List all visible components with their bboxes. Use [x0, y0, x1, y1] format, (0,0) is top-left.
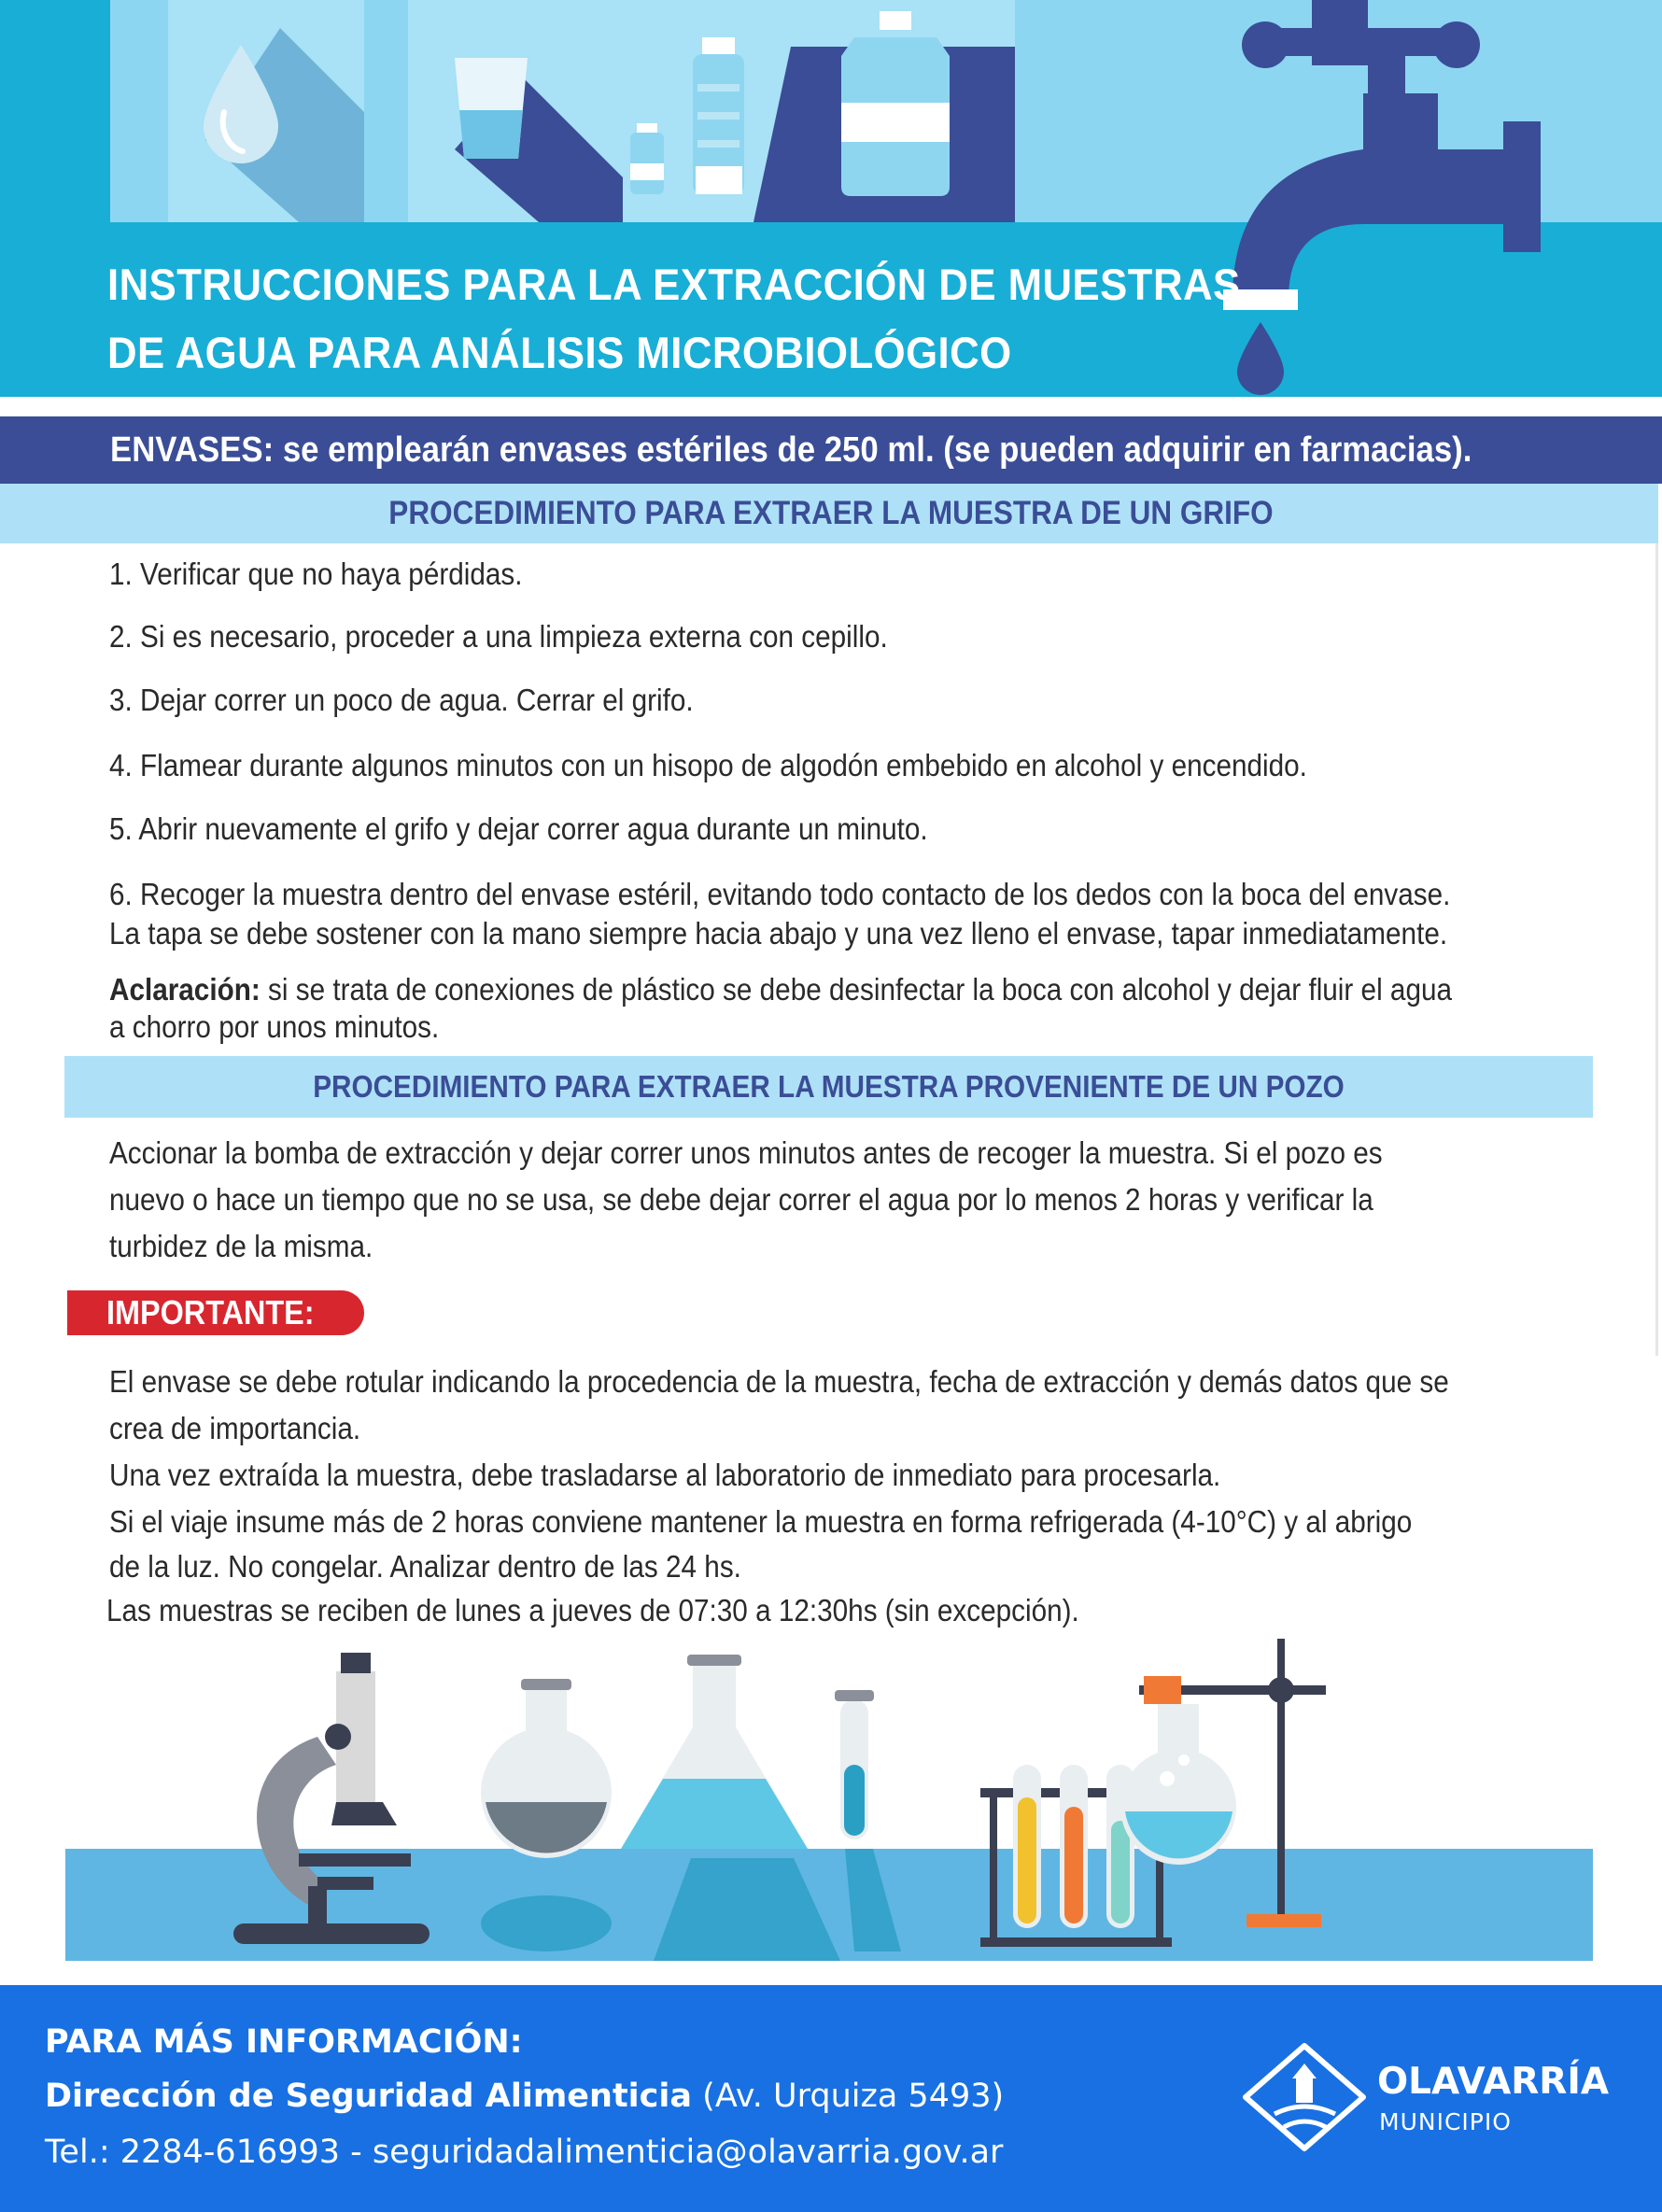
tap-step-6-line-1: 6. Recoger la muestra dentro del envase estéril, evitando todo contacto de los dedos con la boca del envase. [109, 877, 1451, 911]
important-line-5: de la luz. No congelar. Analizar dentro de las 24 hs. [109, 1549, 741, 1584]
more-info-heading: PARA MÁS INFORMACIÓN: [45, 2023, 523, 2061]
department-address: (Av. Urquiza 5493) [692, 2078, 1005, 2115]
important-line-3: Una vez extraída la muestra, debe trasladarse al laboratorio de inmediato para procesarla. [109, 1458, 1221, 1492]
important-line-1: El envase se debe rotular indicando la procedencia de la muestra, fecha de extracción y demás datos que se [109, 1364, 1449, 1399]
olavarria-logo-icon [1242, 2041, 1368, 2153]
water-drop-tile [168, 0, 364, 222]
tap-step-3: 3. Dejar correr un poco de agua. Cerrar el grifo. [109, 683, 694, 717]
department-name: Dirección de Seguridad Alimenticia [45, 2078, 693, 2115]
well-text-line-2: nuevo o hace un tiempo que no se usa, se debe dejar correr el agua por lo menos 2 horas y verificar la [109, 1182, 1373, 1217]
clarification-line-1 [109, 971, 1452, 1008]
glass-of-water-icon [408, 0, 623, 222]
laboratory-illustration [0, 1625, 1662, 1961]
tap-section-heading: PROCEDIMIENTO PARA EXTRAER LA MUESTRA DE UN GRIFO [388, 495, 1274, 531]
tap-step-6-line-2: La tapa se debe sostener con la mano siempre hacia abajo y una vez lleno el envase, tapar inmediatamente. [109, 916, 1448, 951]
well-text-line-3: turbidez de la misma. [109, 1229, 373, 1263]
clarification-text: si se trata de conexiones de plástico se debe desinfectar la boca con alcohol y dejar fluir el agua [260, 972, 1453, 1007]
tap-step-1: 1. Verificar que no haya pérdidas. [109, 557, 523, 591]
containers-note: ENVASES: se emplearán envases estériles de 250 ml. (se pueden adquirir en farmacias). [110, 430, 1472, 470]
well-section-heading: PROCEDIMIENTO PARA EXTRAER LA MUESTRA PROVENIENTE DE UN POZO [313, 1069, 1345, 1104]
faucet-icon [1195, 0, 1662, 397]
tap-step-2: 2. Si es necesario, proceder a una limpieza externa con cepillo. [109, 619, 888, 654]
department-line [45, 2078, 1004, 2115]
title-line-1: INSTRUCCIONES PARA LA EXTRACCIÓN DE MUESTRAS [107, 260, 1241, 309]
logo-name: OLAVARRÍA [1377, 2061, 1610, 2103]
title-line-2: DE AGUA PARA ANÁLISIS MICROBIOLÓGICO [107, 328, 1012, 377]
glass-tile [408, 0, 623, 222]
tap-step-4: 4. Flamear durante algunos minutos con un hisopo de algodón embebido en alcohol y encendido. [109, 748, 1307, 782]
important-line-2: crea de importancia. [109, 1411, 361, 1445]
clarification-label: Aclaración: [109, 972, 261, 1007]
well-text-line-1: Accionar la bomba de extracción y dejar correr unos minutos antes de recoger la muestra. Si el pozo es [109, 1135, 1383, 1170]
water-drop-icon [168, 0, 364, 222]
contact-line: Tel.: 2284-616993 - seguridadalimenticia@olavarria.gov.ar [45, 2134, 1004, 2171]
right-divider [1655, 543, 1658, 1356]
water-bottles-icon [623, 0, 1015, 222]
page-title [107, 250, 1241, 387]
tap-step-5: 5. Abrir nuevamente el grifo y dejar correr agua durante un minuto. [109, 811, 928, 846]
bottles-tile [623, 0, 1015, 222]
round-flask-icon [481, 1679, 612, 1951]
important-line-4: Si el viaje insume más de 2 horas conviene mantener la muestra en forma refrigerada (4-10°C) y al abrigo [109, 1504, 1413, 1539]
clarification-line-2: a chorro por unos minutos. [109, 1009, 440, 1044]
logo-subtitle: MUNICIPIO [1379, 2108, 1512, 2135]
important-line-6: Las muestras se reciben de lunes a jueves de 07:30 a 12:30hs (sin excepción). [106, 1593, 1079, 1627]
important-label: IMPORTANTE: [106, 1293, 315, 1331]
